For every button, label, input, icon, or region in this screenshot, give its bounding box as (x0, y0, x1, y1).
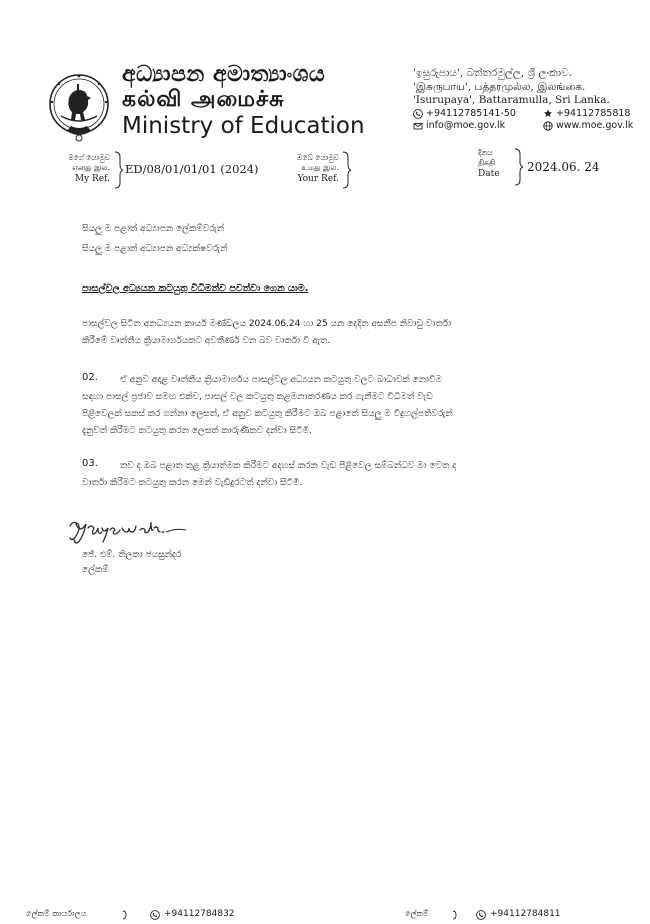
footer-right-phone: +94112784811 (490, 909, 561, 919)
email-address: info@moe.gov.lk (426, 120, 506, 131)
ministry-name-english: Ministry of Education (122, 113, 365, 139)
contact-details (413, 108, 643, 132)
letter-subject: පාසල්වල අධ්‍යයන කටයුතු විධිමත්ව පවත්වා ගෙන යාම. (82, 283, 309, 294)
ministry-name-sinhala: අධ්‍යාපන අමාත්‍යාංශය (122, 62, 326, 87)
signatory-block (82, 548, 181, 578)
phone-icon (476, 910, 486, 920)
paragraph-line: පාසල්වල සිටින අනධ්‍යයන කාර්ය මණ්ඩලය 2024.06.24 හා 25 යන දෙදින අසනීප නිවාඩු වාර්තා (82, 319, 452, 329)
footer-contacts (0, 906, 650, 924)
brace-icon (122, 910, 128, 920)
paragraph-line: කිරීමේ වෘත්තීය ක්‍රියාමාර්ගයකට අවතීර්ණ වන බව වාර්තා වී ඇත. (82, 336, 331, 346)
fax-icon (543, 109, 553, 119)
footer-right-label: ලේකම් (405, 909, 429, 918)
footer-left-phone: +94112784832 (164, 909, 235, 919)
brace-icon (113, 151, 123, 189)
footer-left-label: ලේකම් කාර්යාලය (26, 909, 87, 918)
paragraph-line: වාර්තා කිරීමට කටයුතු කරන මෙන් වැඩිදුරටත් දන්වා සිටිමි. (82, 478, 303, 488)
signatory-title: ලේකම් (82, 565, 109, 575)
paragraph-line: සඳහා පාසල් ප්‍රජාව සමඟ එක්ව, පාසල් වල කටයුතු කළමනාකරණය කර ගැනීමට විධිමත් වැඩ (82, 392, 433, 402)
paragraph-line: දැනුවත් කිරීමට කටයුතු කරන ලෙසත් කාරුණිකව දන්වා සිටිමි. (82, 426, 312, 436)
fax-number: +94112785818 (556, 108, 631, 119)
addressee-line: සියලු ම පළාත් අධ්‍යාපන අධ්‍යක්ෂවරුන් (82, 244, 228, 254)
address-tamil: 'இசுருபாய', பத்தரமுல்ல, இலங்கை. (413, 81, 586, 93)
website-url: www.moe.gov.lk (556, 120, 634, 131)
signatory-name: ජේ. එම්. තිලකා ජයසුන්දර (82, 550, 182, 560)
addressee-line: සියලු ම පළාත් අධ්‍යාපන ලේකම්වරුන් (82, 224, 225, 234)
phone-icon (413, 109, 423, 119)
phone-number: +94112785141-50 (426, 108, 516, 119)
address-sinhala: 'ඉසුරුපාය', බත්තරමුල්ල, ශ්‍රී ලංකාව. (413, 67, 573, 79)
email-icon (413, 121, 423, 131)
paragraph-number: 03. (82, 458, 98, 469)
ministry-address (413, 66, 643, 108)
handwritten-signature (66, 514, 216, 550)
paragraph-line: ඒ අනුව අදාළ වෘත්තීය ක්‍රියාමාර්ගය පාසල්වල අධ්‍යයන කටයුතු වලට බාධාවක් නොවීම (120, 375, 442, 385)
paragraph-line: තව ද ඔබ පළාත තුළ ක්‍රියාත්මක කිරීමට අදහස් කරන වැඩ පිළිවෙල සම්බන්ධව මා වෙත ද (120, 461, 457, 471)
paragraph-1 (82, 316, 592, 350)
my-ref-value: ED/08/01/01/01 (2024) (125, 162, 259, 176)
paragraph-number: 02. (82, 372, 98, 383)
address-english: 'Isurupaya', Battaramulla, Sri Lanka. (413, 94, 610, 106)
globe-icon (543, 121, 553, 131)
date-value: 2024.06. 24 (527, 160, 600, 174)
sri-lanka-emblem-icon (47, 68, 111, 144)
your-ref-label: ඔබේ යොමුව உமது இல. Your Ref. (296, 153, 339, 184)
paragraph-3 (82, 458, 594, 492)
brace-icon (513, 148, 523, 186)
paragraph-2 (82, 372, 594, 440)
brace-icon (452, 910, 458, 920)
ministry-name-tamil: கல்வி அமைச்சு (122, 87, 285, 112)
phone-icon (150, 910, 160, 920)
date-label: දිනය திகதி Date (478, 148, 500, 179)
brace-icon (341, 151, 351, 189)
paragraph-line: පිළිවෙලක් සකස් කර ගන්නා ලෙසත්, ඒ අනුව කටයුතු කිරීමට ඔබ පළාතේ සියලු ම විදුහල්පතිවරුන් (82, 409, 453, 419)
my-ref-label: මගේ යොමුව எனது இல. My Ref. (68, 153, 110, 184)
ministry-name-block (122, 62, 392, 140)
